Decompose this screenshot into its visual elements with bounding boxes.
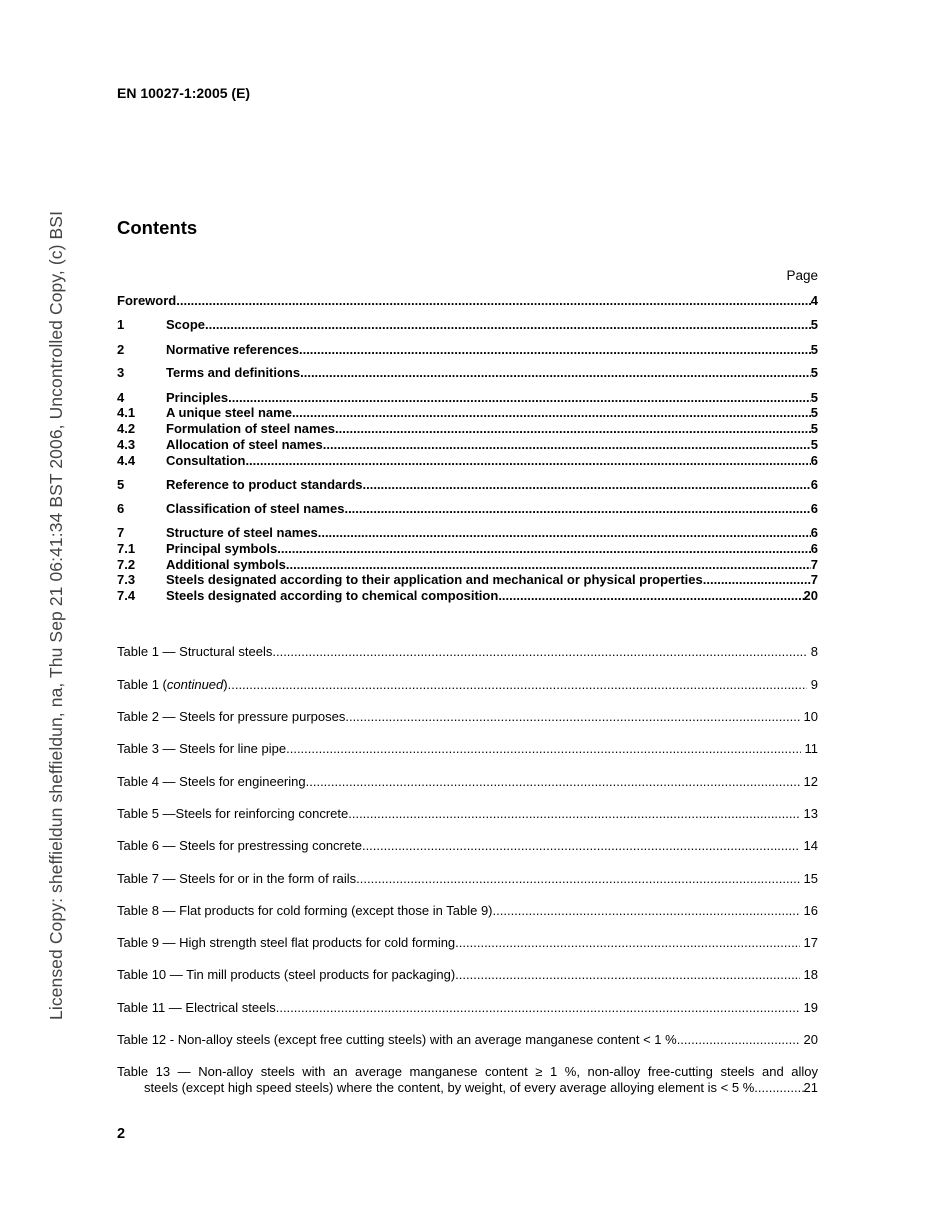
toc-entry-number: 4.3 (117, 437, 136, 452)
toc-entry-label: Scope (166, 317, 206, 332)
dot-leader (323, 437, 811, 452)
table-entry-label: Table 1 (continued) (117, 677, 228, 692)
table-entry-page: 11 (804, 741, 818, 756)
dot-leader (228, 677, 807, 692)
table-entry-page: 19 (803, 1000, 818, 1015)
toc-entry-number: 7.2 (117, 557, 136, 572)
table-entry-label: steels (except high speed steels) where the content, by weight, of every average alloying element is < 5 % (144, 1080, 755, 1095)
table-entry-label: Table 5 —Steels for reinforcing concrete (117, 806, 349, 821)
dot-leader (299, 342, 811, 357)
table-entry-page: 14 (803, 838, 818, 853)
contents-title: Contents (117, 217, 198, 238)
table-entry-label: Table 9 — High strength steel flat products for cold forming (117, 935, 456, 950)
table-list-entry[interactable] (117, 1000, 818, 1016)
toc-entry-label: Normative references (166, 342, 299, 357)
table-list-entry[interactable] (117, 741, 818, 757)
table-list-entry[interactable] (117, 709, 818, 725)
toc-entry-label: Formulation of steel names (166, 421, 336, 436)
toc-entry-number: 4.2 (117, 421, 136, 436)
table-entry-page: 8 (810, 644, 818, 659)
table-entry-page: 12 (803, 774, 818, 789)
dot-leader (205, 317, 811, 332)
dot-leader (677, 1032, 800, 1047)
toc-entry-label: Structure of steel names (166, 525, 318, 540)
table-entry-page: 21 (803, 1080, 818, 1095)
table-list-entry[interactable] (117, 806, 818, 822)
toc-entry-page: 6 (810, 541, 818, 556)
toc-entry-number: 7.4 (117, 588, 136, 603)
dot-leader (356, 871, 799, 886)
table-entry-page: 18 (803, 967, 818, 982)
dot-leader (348, 806, 799, 821)
document-id: EN 10027-1:2005 (E) (117, 85, 251, 101)
dot-leader (286, 741, 800, 756)
toc-entry-page: 5 (810, 342, 818, 357)
toc-entry-page: 5 (810, 421, 818, 436)
toc-entry-label: Principal symbols (166, 541, 278, 556)
toc-entry-label: Steels designated according to their application and mechanical or physical properties (166, 572, 703, 587)
toc-entry[interactable] (117, 453, 818, 469)
table-list-entry[interactable] (117, 935, 818, 951)
toc-entry[interactable] (117, 293, 818, 309)
dot-leader (344, 501, 810, 516)
table-entry-page: 15 (803, 871, 818, 886)
table-entry-label: Table 10 — Tin mill products (steel products for packaging) (117, 967, 456, 982)
toc-entry[interactable] (117, 501, 818, 517)
toc-entry-page: 4 (810, 293, 818, 308)
table-entry-page: 9 (810, 677, 818, 692)
table-entry-label: Table 7 — Steels for or in the form of rails (117, 871, 357, 886)
toc-entry-label: Reference to product standards (166, 477, 363, 492)
table-13-entry-line2[interactable] (144, 1080, 818, 1096)
toc-entry[interactable] (117, 365, 818, 381)
toc-entry[interactable] (117, 317, 818, 333)
toc-entry-page: 20 (803, 588, 818, 603)
toc-entry-label: Steels designated according to chemical composition (166, 588, 499, 603)
toc-entry-page: 5 (810, 437, 818, 452)
toc-entry-label: Terms and definitions (166, 365, 301, 380)
table-entry-label: Table 2 — Steels for pressure purposes (117, 709, 346, 724)
dot-leader (703, 572, 811, 587)
table-list-entry[interactable] (117, 1032, 818, 1048)
table-entry-label: Table 3 — Steels for line pipe (117, 741, 287, 756)
toc-entry[interactable] (117, 390, 818, 406)
table-entry-page: 20 (803, 1032, 818, 1047)
toc-entry-label: Principles (166, 390, 229, 405)
table-entry-label: Table 12 - Non-alloy steels (except free cutting steels) with an average manganese content < 1 % (117, 1032, 677, 1047)
toc-entry-number: 4.4 (117, 453, 136, 468)
toc-entry-label: A unique steel name (166, 405, 292, 420)
dot-leader (754, 1080, 803, 1095)
toc-entry[interactable] (117, 437, 818, 453)
toc-entry-page: 7 (810, 557, 818, 572)
page-column-header: Page (786, 268, 818, 283)
toc-entry-page: 5 (810, 317, 818, 332)
dot-leader (362, 838, 800, 853)
toc-entry-page: 5 (810, 405, 818, 420)
toc-entry[interactable] (117, 588, 818, 604)
dot-leader (277, 541, 811, 556)
toc-entry[interactable] (117, 557, 818, 573)
dot-leader (286, 557, 811, 572)
dot-leader (176, 293, 811, 308)
dot-leader (245, 453, 810, 468)
table-entry-label: Table 11 — Electrical steels (117, 1000, 276, 1015)
dot-leader (276, 1000, 800, 1015)
toc-entry-label: Allocation of steel names (166, 437, 323, 452)
toc-entry-number: 7.1 (117, 541, 136, 556)
toc-entry-page: 5 (810, 390, 818, 405)
table-list-entry[interactable] (117, 774, 818, 790)
toc-entry-label: Foreword (117, 293, 177, 308)
table-entry-page: 10 (803, 709, 818, 724)
table-entry-label: Table 1 — Structural steels (117, 644, 273, 659)
toc-entry-number: 6 (117, 501, 125, 516)
table-list-entry[interactable] (117, 967, 818, 983)
table-list-entry[interactable] (117, 838, 818, 854)
table-entry-label: Table 4 — Steels for engineering (117, 774, 306, 789)
dot-leader (292, 405, 811, 420)
table-list-entry[interactable] (117, 903, 818, 919)
toc-entry-page: 6 (810, 501, 818, 516)
toc-entry-number: 1 (117, 317, 125, 332)
table-list-entry[interactable] (117, 871, 818, 887)
toc-entry-number: 5 (117, 477, 125, 492)
dot-leader (272, 644, 806, 659)
table-list-entry[interactable] (117, 644, 818, 660)
table-13-entry-line1[interactable]: Table 13 — Non-alloy steels with an average manganese content ≥ 1 %, non-alloy free-cutting steels and alloy (117, 1064, 818, 1079)
toc-entry-page: 6 (810, 477, 818, 492)
toc-entry[interactable] (117, 421, 818, 437)
dot-leader (455, 967, 799, 982)
table-list-entry[interactable] (117, 677, 818, 693)
dot-leader (455, 935, 799, 950)
toc-entry-number: 4.1 (117, 405, 136, 420)
dot-leader (493, 903, 800, 918)
table-entry-label: Table 8 — Flat products for cold forming (except those in Table 9) (117, 903, 493, 918)
dot-leader (345, 709, 799, 724)
toc-entry-page: 7 (810, 572, 818, 587)
license-watermark: Licensed Copy: sheffieldun sheffieldun, na, Thu Sep 21 06:41:34 BST 2006, Uncontrolled Copy, (c) BSI (46, 210, 66, 1020)
dot-leader (363, 477, 811, 492)
toc-entry[interactable] (117, 405, 818, 421)
toc-entry-number: 3 (117, 365, 125, 380)
toc-entry[interactable] (117, 342, 818, 358)
toc-entry[interactable] (117, 477, 818, 493)
toc-entry[interactable] (117, 572, 818, 588)
toc-entry[interactable] (117, 541, 818, 557)
toc-entry-number: 2 (117, 342, 125, 357)
toc-entry-number: 4 (117, 390, 125, 405)
dot-leader (228, 390, 811, 405)
toc-entry-label: Classification of steel names (166, 501, 345, 516)
dot-leader (335, 421, 811, 436)
table-entry-page: 17 (803, 935, 818, 950)
toc-entry-number: 7 (117, 525, 125, 540)
dot-leader (318, 525, 811, 540)
toc-entry-page: 6 (810, 525, 818, 540)
table-entry-page: 13 (803, 806, 818, 821)
toc-entry-label: Additional symbols (166, 557, 286, 572)
toc-entry-page: 6 (810, 453, 818, 468)
dot-leader (306, 774, 800, 789)
dot-leader (498, 588, 803, 603)
toc-entry[interactable] (117, 525, 818, 541)
table-entry-page: 16 (803, 903, 818, 918)
table-entry-label: Table 6 — Steels for prestressing concrete (117, 838, 362, 853)
toc-entry-page: 5 (810, 365, 818, 380)
page-number: 2 (117, 1126, 126, 1142)
toc-entry-number: 7.3 (117, 572, 136, 587)
dot-leader (300, 365, 811, 380)
toc-entry-label: Consultation (166, 453, 246, 468)
